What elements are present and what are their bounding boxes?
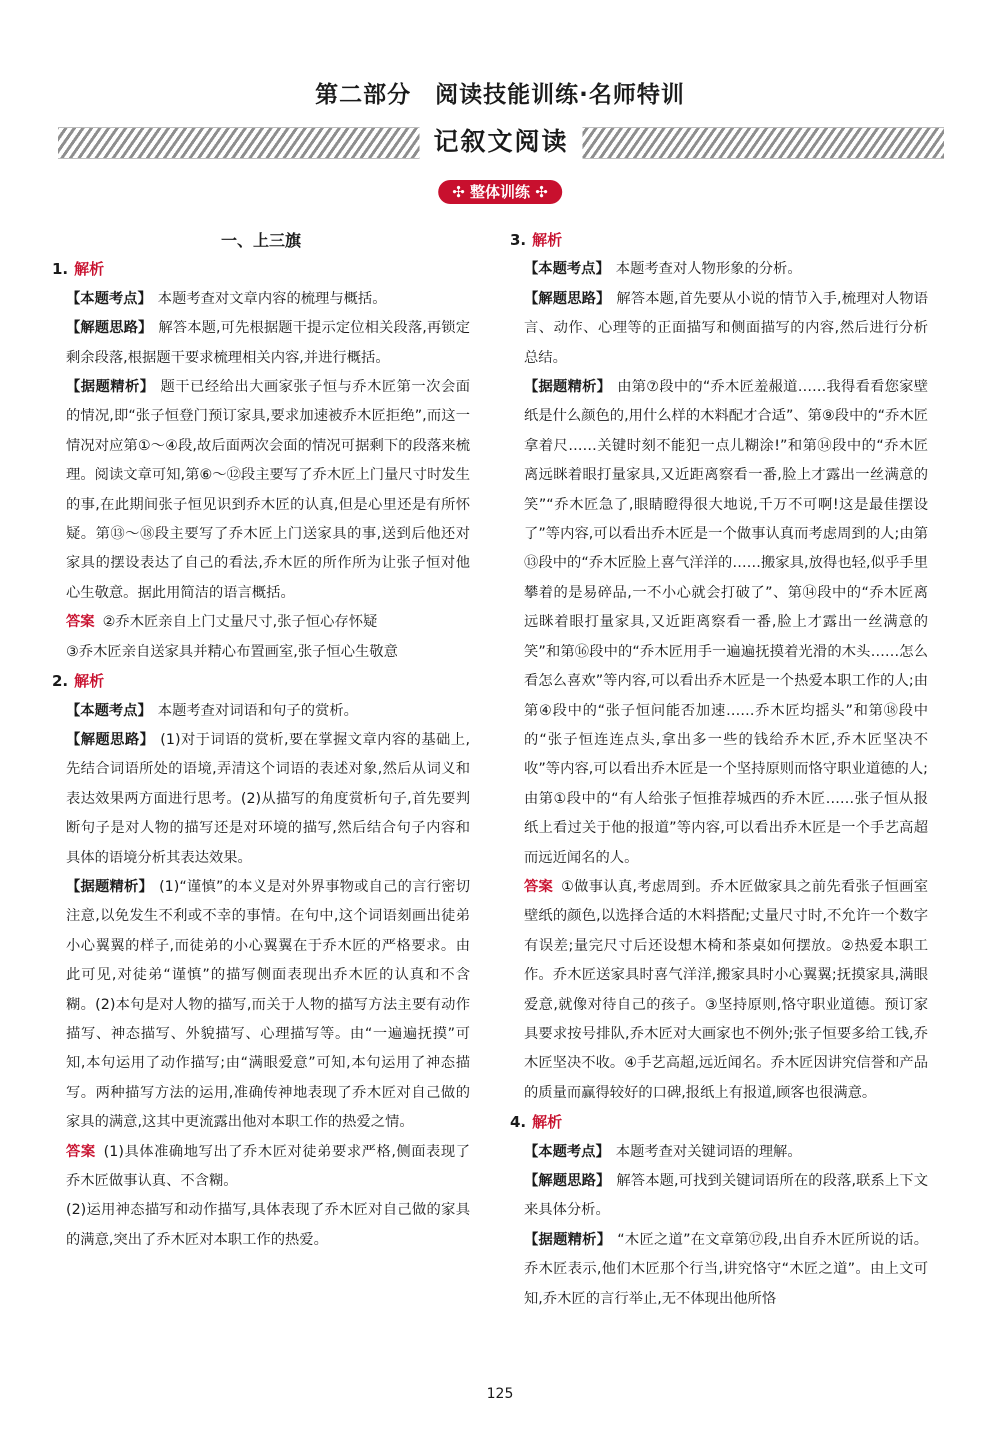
q3-approach <box>510 285 928 373</box>
question-4-heading <box>510 1108 928 1137</box>
question-3-heading <box>510 226 928 255</box>
point-tag: 【本题考点】 <box>524 261 610 278</box>
q2-point-text: 本题考查对词语和句子的赏析。 <box>157 702 358 719</box>
q4-approach-text: 解答本题,可找到关键词语所在的段落,联系上下文来具体分析。 <box>524 1173 928 1219</box>
point-tag: 【本题考点】 <box>524 1143 610 1160</box>
question-number: 4. <box>510 1113 527 1132</box>
approach-tag: 【解题思路】 <box>66 320 153 337</box>
training-badge: ✣ 整体训练 ✣ <box>438 180 562 204</box>
detail-tag: 【据题精析】 <box>524 1231 612 1248</box>
q3-approach-text: 解答本题,首先要从小说的情节入手,梳理对人物语言、动作、心理等的正面描写和侧面描写的内容,然后进行分析总结。 <box>524 290 928 366</box>
question-number: 2. <box>52 672 69 691</box>
left-column <box>52 226 470 1255</box>
page-title: 第二部分 阅读技能训练·名师特训 <box>315 82 685 108</box>
detail-tag: 【据题精析】 <box>66 379 155 396</box>
question-number: 1. <box>52 260 69 279</box>
q4-approach <box>510 1167 928 1226</box>
analysis-label: 解析 <box>532 1113 563 1132</box>
q3-answer-text: ①做事认真,考虑周到。乔木匠做家具之前先看张子恒画室壁纸的颜色,以选择合适的木料搭配;丈量尺寸时,不允许一个数字有误差;量完尺寸后还设想木椅和茶桌如何摆放。②热爱本职工作。乔木匠送家具时喜气洋洋,搬家具时小心翼翼;抚摸家具,满眼爱意,就像对待自己的孩子。③坚持原则,恪守职业道德。预订家具要求按号排队,乔木匠对大画家也不例外;张子恒要多给工钱,乔木匠坚决不收。④手艺高超,远近闻名。乔木匠因讲究信誉和产品的质量而赢得较好的口碑,报纸上有报道,顾客也很满意。 <box>524 878 929 1101</box>
approach-tag: 【解题思路】 <box>524 290 611 307</box>
q2-answer <box>52 1138 470 1197</box>
page-number: 125 <box>486 1386 514 1402</box>
question-2-heading <box>52 667 470 696</box>
answer-tag: 答案 <box>524 878 554 895</box>
q2-answer-1: (1)具体准确地写出了乔木匠对徒弟要求严格,侧面表现了乔木匠做事认真、不含糊。 <box>66 1143 470 1189</box>
q1-detail <box>52 373 470 608</box>
section-title: 记叙文阅读 <box>419 123 582 161</box>
question-number: 3. <box>510 231 527 249</box>
q2-answer-line-2: (2)运用神态描写和动作描写,具体表现了乔木匠对自己做的家具的满意,突出了乔木匠对本职工作的热爱。 <box>66 1202 470 1248</box>
point-tag: 【本题考点】 <box>66 702 152 719</box>
point-tag: 【本题考点】 <box>66 290 152 307</box>
approach-tag: 【解题思路】 <box>66 731 155 748</box>
q1-answer-line-2: ③乔木匠亲自送家具并精心布置画室,张子恒心生敬意 <box>66 643 398 660</box>
q2-detail <box>52 873 470 1138</box>
q2-detail-text: (1)“谨慎”的本义是对外界事物或自己的言行密切注意,以免发生不利或不幸的事情。在句中,这个词语刻画出徒弟小心翼翼的样子,而徒弟的小心翼翼在于乔木匠的严格要求。由此可见,对徒弟“谨慎”的描写侧面表现出乔木匠的认真和不含糊。(2)本句是对人物的描写,而关于人物的描写方法主要有动作描写、神态描写、外貌描写、心理描写等。由“一遍遍抚摸”可知,本句运用了动作描写;由“满眼爱意”可知,本句运用了神态描写。两种描写方法的运用,准确传神地表现了乔木匠对自己做的家具的满意,这其中更流露出他对本职工作的热爱之情。 <box>66 878 470 1131</box>
right-column <box>510 226 928 1314</box>
q1-approach <box>52 314 470 373</box>
story-title: 一、上三旗 <box>220 231 301 250</box>
analysis-label: 解析 <box>74 672 105 691</box>
q2-approach-text: (1)对于词语的赏析,要在掌握文章内容的基础上,先结合词语所处的语境,弄清这个词语的表述对象,然后从词义和表达效果两方面进行思考。(2)从描写的角度赏析句子,首先要判断句子是对人物的描写还是对环境的描写,然后结合句子内容和具体的语境分析其表达效果。 <box>66 731 470 866</box>
q1-answer-1: ②乔木匠亲自上门丈量尺寸,张子恒心存怀疑 <box>102 614 378 631</box>
q3-point-text: 本题考查对人物形象的分析。 <box>615 261 802 278</box>
answer-tag: 答案 <box>66 614 95 631</box>
q3-detail <box>510 373 928 873</box>
q3-point <box>510 255 928 284</box>
answer-tag: 答案 <box>66 1143 96 1160</box>
q4-point-text: 本题考查对关键词语的理解。 <box>615 1143 802 1160</box>
analysis-label: 解析 <box>532 231 563 249</box>
q4-point <box>510 1138 928 1167</box>
q2-point <box>52 697 470 726</box>
q4-detail-text: “木匠之道”在文章第⑰段,出自乔木匠所说的话。乔木匠表示,他们木匠那个行当,讲究恪守“木匠之道”。由上文可知,乔木匠的言行举止,无不体现出他所恪 <box>524 1231 928 1307</box>
q1-point-text: 本题考查对文章内容的梳理与概括。 <box>157 290 387 307</box>
question-1-heading <box>52 255 470 284</box>
q1-detail-text: 题干已经给出大画家张子恒与乔木匠第一次会面的情况,即“张子恒登门预订家具,要求加速被乔木匠拒绝”,而这一情况对应第①～④段,故后面两次会面的情况可据剩下的段落来梳理。阅读文章可知,第⑥～⑫段主要写了乔木匠上门量尺寸时发生的事,在此期间张子恒见识到乔木匠的认真,但是心里还是有所怀疑。第⑬～⑱段主要写了乔木匠上门送家具的事,送到后他还对家具的摆设表达了自己的看法,乔木匠的所作所为让张子恒对他心生敬意。据此用简洁的语言概括。 <box>66 379 470 601</box>
approach-tag: 【解题思路】 <box>524 1173 611 1189</box>
detail-tag: 【据题精析】 <box>66 878 154 895</box>
q1-answer <box>52 608 470 637</box>
q4-detail <box>510 1226 928 1314</box>
analysis-label: 解析 <box>74 260 105 279</box>
q2-approach <box>52 726 470 873</box>
q1-approach-text: 解答本题,可先根据题干提示定位相关段落,再锁定剩余段落,根据题干要求梳理相关内容,并进行概括。 <box>66 320 470 366</box>
q3-detail-text: 由第⑦段中的“乔木匠羞赧道……我得看看您家壁纸是什么颜色的,用什么样的木料配才合适”、第⑨段中的“乔木匠拿着尺……关键时刻不能犯一点儿糊涂!”和第⑭段中的“乔木匠离远眯着眼打量家具,又近距离察看一番,脸上才露出一丝满意的笑”“乔木匠急了,眼睛瞪得很大地说,千万不可啊!这是最佳摆设了”等内容,可以看出乔木匠是一个做事认真而考虑周到的人;由第⑬段中的“乔木匠脸上喜气洋洋的……搬家具,放得也轻,似乎手里攀着的是易碎品,一不小心就会打破了”、第⑭段中的“乔木匠离远眯着眼打量家具,又近距离察看一番,脸上才露出一丝满意的笑”和第⑯段中的“乔木匠用手一遍遍抚摸着光滑的木头……怎么看怎么喜欢”等内容,可以看出乔木匠是一个热爱本职工作的人;由第④段中的“张子恒问能否加速……乔木匠均摇头”和第⑱段中的“张子恒连连点头,拿出多一些的钱给乔木匠,乔木匠坚决不收”等内容,可以看出乔木匠是一个坚持原则而恪守职业道德的人;由第①段中的“有人给张子恒推荐城西的乔木匠……张子恒从报纸上看过关于他的报道”等内容,可以看出乔木匠是一个手艺高超而远近闻名的人。 <box>524 379 928 866</box>
detail-tag: 【据题精析】 <box>524 379 612 396</box>
q3-answer <box>510 873 928 1108</box>
section-banner <box>58 127 944 159</box>
q1-point <box>52 285 470 314</box>
